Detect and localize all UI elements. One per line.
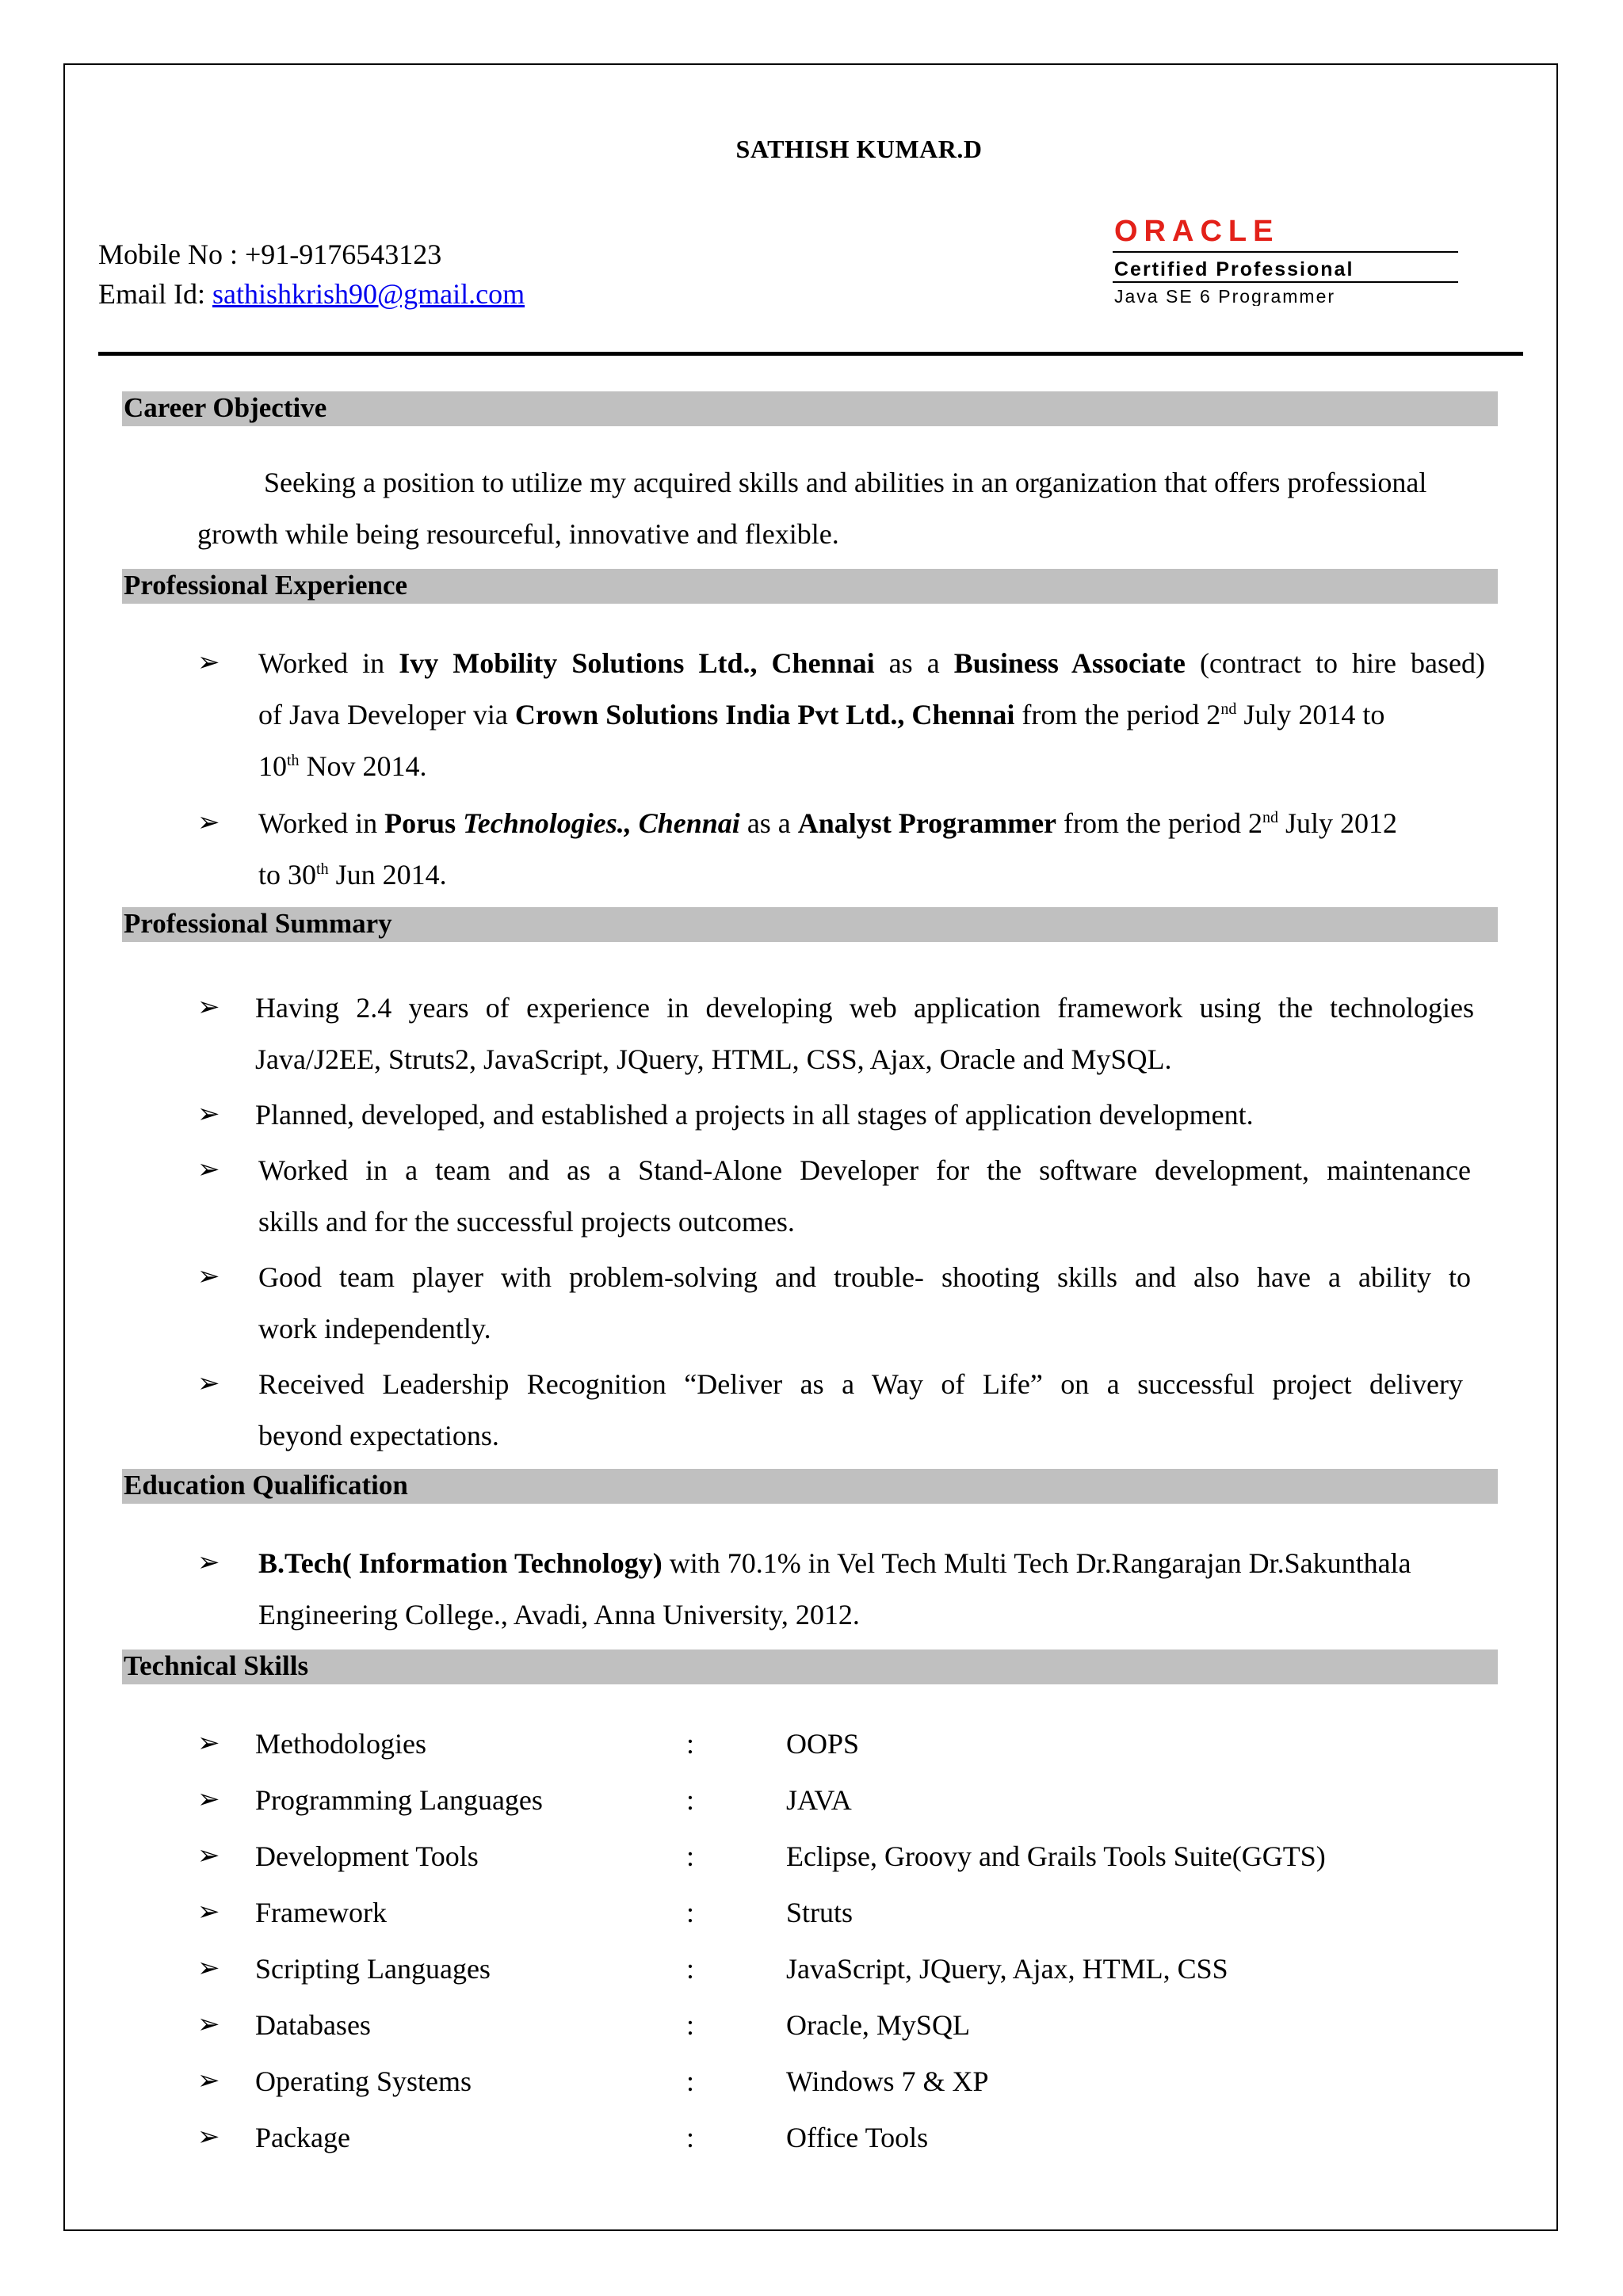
skill-colon: : <box>686 1728 695 1760</box>
skill-colon: : <box>686 1784 695 1816</box>
experience-2-line-1: Worked in Porus Technologies., Chennai as a Analyst Programmer from the period 2nd July 2012 <box>258 807 1397 839</box>
bullet-icon: ➢ <box>197 1841 220 1871</box>
skill-colon: : <box>686 2065 695 2097</box>
section-education: Education Qualification <box>122 1469 1498 1504</box>
experience-1-line-3: 10th Nov 2014. <box>258 750 427 782</box>
oracle-certified-logo <box>1113 212 1461 306</box>
skill-colon: : <box>686 2009 695 2041</box>
bullet-icon: ➢ <box>197 1548 220 1577</box>
bullet-icon: ➢ <box>197 808 220 837</box>
bullet-icon: ➢ <box>197 1369 220 1398</box>
bullet-icon: ➢ <box>197 993 220 1022</box>
skill-label: Programming Languages <box>255 1784 543 1816</box>
skill-label: Databases <box>255 2009 371 2041</box>
experience-1-company: Ivy Mobility Solutions Ltd., Chennai <box>399 647 875 679</box>
skill-label: Development Tools <box>255 1840 479 1872</box>
bullet-icon: ➢ <box>197 2010 220 2039</box>
bullet-icon: ➢ <box>197 1954 220 1983</box>
mobile-label: Mobile No : <box>98 238 245 270</box>
experience-1-line-2: of Java Developer via Crown Solutions India Pvt Ltd., Chennai from the period 2nd July 2014 to <box>258 699 1385 730</box>
bullet-icon: ➢ <box>197 1262 220 1291</box>
logo-certified-text: Certified Professional <box>1114 258 1354 280</box>
section-technical-skills: Technical Skills <box>122 1650 1498 1684</box>
experience-1-agency: Crown Solutions India Pvt Ltd., Chennai <box>514 699 1015 730</box>
summary-2: Planned, developed, and established a projects in all stages of application development. <box>255 1099 1254 1131</box>
bullet-icon: ➢ <box>197 648 220 677</box>
header-divider <box>98 352 1523 356</box>
experience-2-company: Technologies., Chennai <box>463 807 740 839</box>
bullet-icon: ➢ <box>197 1155 220 1184</box>
experience-2-role: Analyst Programmer <box>797 807 1057 839</box>
skill-label: Framework <box>255 1897 387 1928</box>
skill-label: Methodologies <box>255 1728 426 1760</box>
education-line-2: Engineering College., Avadi, Anna University, 2012. <box>258 1599 860 1630</box>
oracle-brand-text: ORACLE <box>1114 215 1280 248</box>
bullet-icon: ➢ <box>197 2066 220 2096</box>
skill-label: Operating Systems <box>255 2065 472 2097</box>
bullet-icon: ➢ <box>197 1729 220 1758</box>
skill-colon: : <box>686 2122 695 2153</box>
summary-4-line-2: work independently. <box>258 1313 491 1344</box>
experience-2-line-2: to 30th Jun 2014. <box>258 859 447 891</box>
skill-colon: : <box>686 1953 695 1985</box>
summary-5-line-2: beyond expectations. <box>258 1420 499 1451</box>
skill-colon: : <box>686 1897 695 1928</box>
section-career-objective: Career Objective <box>122 391 1498 426</box>
logo-java-text: Java SE 6 Programmer <box>1114 286 1336 306</box>
skill-value: OOPS <box>786 1728 860 1760</box>
skill-value: JAVA <box>786 1784 852 1816</box>
section-professional-summary: Professional Summary <box>122 907 1498 942</box>
objective-line-2: growth while being resourceful, innovative and flexible. <box>197 518 839 550</box>
education-line-1: B.Tech( Information Technology) with 70.1% in Vel Tech Multi Tech Dr.Rangarajan Dr.Sakunthala <box>258 1547 1411 1579</box>
candidate-name: SATHISH KUMAR.D <box>735 135 983 163</box>
section-professional-experience: Professional Experience <box>122 569 1498 604</box>
bullet-icon: ➢ <box>197 1100 220 1129</box>
education-degree: B.Tech( Information Technology) <box>258 1547 663 1579</box>
experience-1-line-1: Worked in Ivy Mobility Solutions Ltd., Chennai as a Business Associate (contract to hire based) <box>258 647 1485 679</box>
skill-value: Struts <box>786 1897 854 1928</box>
skill-colon: : <box>686 1840 695 1872</box>
mobile-number: +91-9176543123 <box>245 238 442 270</box>
summary-1-line-1: Having 2.4 years of experience in developing web application framework using the technologies <box>255 992 1474 1024</box>
email-link[interactable]: sathishkrish90@gmail.com <box>212 278 525 310</box>
email-line <box>98 277 525 311</box>
bullet-icon: ➢ <box>197 2122 220 2152</box>
summary-5-line-1: Received Leadership Recognition “Deliver as a Way of Life” on a successful project delivery <box>258 1368 1463 1400</box>
email-label: Email Id: <box>98 278 212 310</box>
skill-label: Scripting Languages <box>255 1953 491 1985</box>
summary-4-line-1: Good team player with problem-solving and trouble- shooting skills and also have a ability to <box>258 1261 1471 1293</box>
summary-1-line-2: Java/J2EE, Struts2, JavaScript, JQuery, HTML, CSS, Ajax, Oracle and MySQL. <box>255 1043 1172 1075</box>
summary-3-line-1: Worked in a team and as a Stand-Alone Developer for the software development, maintenance <box>258 1154 1471 1186</box>
skill-value: Eclipse, Groovy and Grails Tools Suite(GGTS) <box>786 1840 1326 1872</box>
skill-value: JavaScript, JQuery, Ajax, HTML, CSS <box>786 1953 1228 1985</box>
skill-value: Office Tools <box>786 2122 929 2153</box>
mobile-line <box>98 238 441 271</box>
bullet-icon: ➢ <box>197 1785 220 1814</box>
summary-3-line-2: skills and for the successful projects outcomes. <box>258 1206 795 1238</box>
bullet-icon: ➢ <box>197 1897 220 1927</box>
skill-value: Windows 7 & XP <box>786 2065 989 2097</box>
skill-value: Oracle, MySQL <box>786 2009 970 2041</box>
objective-line-1: Seeking a position to utilize my acquired skills and abilities in an organization that offers professional <box>264 467 1427 498</box>
experience-1-role: Business Associate <box>953 647 1186 679</box>
skill-label: Package <box>255 2122 350 2153</box>
